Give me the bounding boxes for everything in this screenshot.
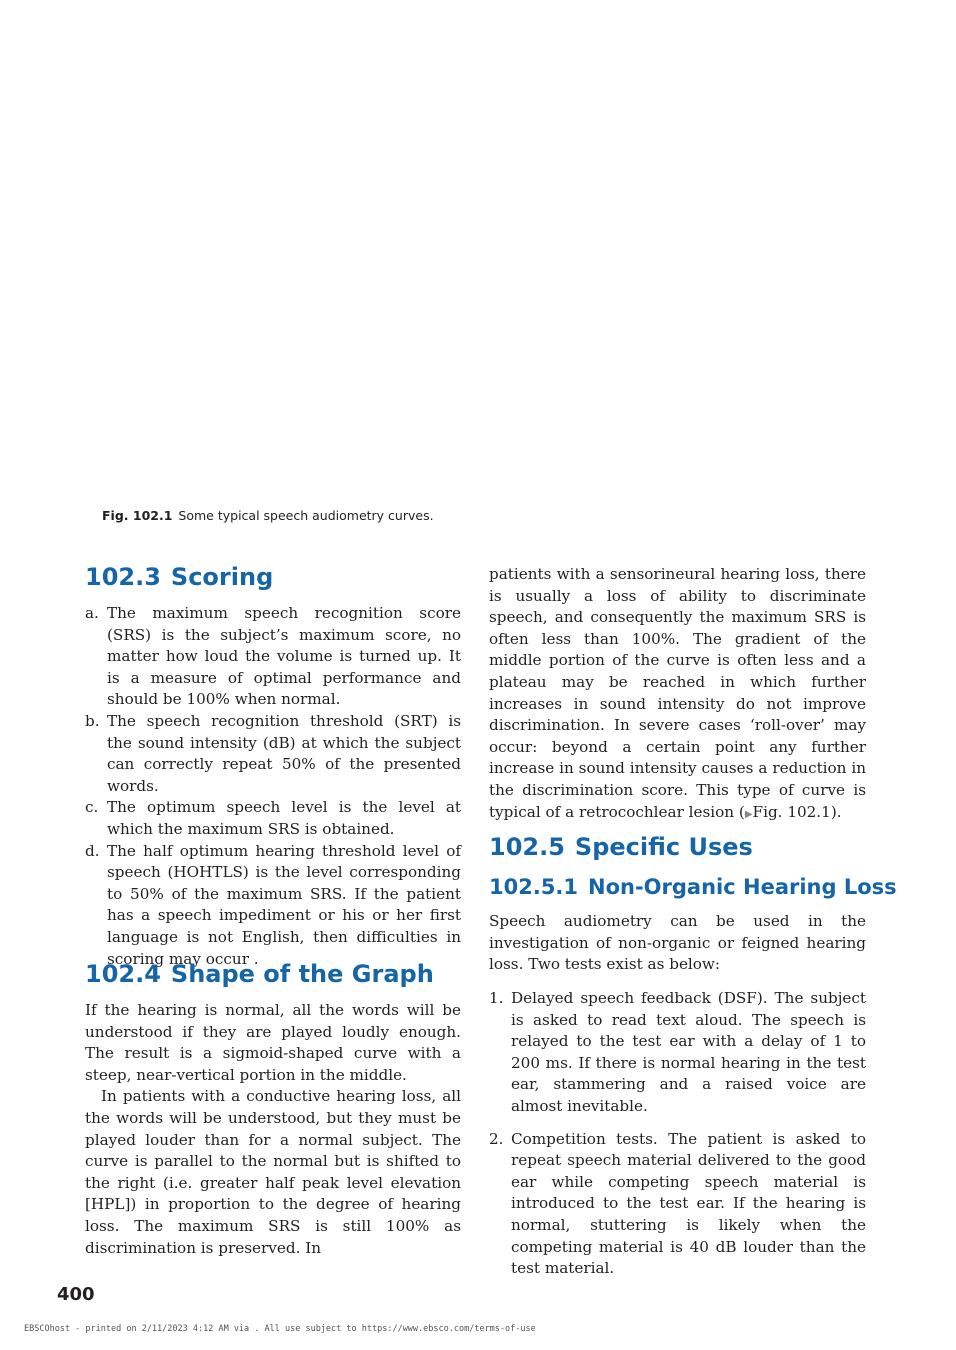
figure-caption	[102, 507, 862, 525]
footer-note: EBSCOhost - printed on 2/11/2023 4:12 AM via . All use subject to https://www.ebsco.com/terms-of-use	[24, 1324, 536, 1334]
section-title: Shape of the Graph	[170, 960, 434, 988]
paragraph: patients with a sensorineural hearing loss, there is usually a loss of ability to discriminate speech, and consequently the maximum SRS is often less than 100%. The gradient of the middle portion of the curve is often less and a plateau may be reached in which further increases in sound intensity do not improve discrimination. In severe cases ‘roll-over’ may occur: beyond a certain point any further increase in sound intensity causes a reduction in the discrimination score. This type of curve is typical of a retrocochlear lesion (▶Fig. 102.1).	[489, 565, 866, 821]
list-item: b. The speech recognition threshold (SRT) is the sound intensity (dB) at which the subject can correctly repeat 50% of the presented words.	[85, 711, 461, 795]
shape-body	[85, 1000, 461, 1259]
section-number: 102.3	[85, 563, 161, 591]
list-item: 1. Delayed speech feedback (DSF). The subject is asked to read text aloud. The speech is relayed to the test ear with a delay of 1 to 200 ms. If there is normal hearing in the test ear, stammering and a raised voice are almost inevitable.	[489, 989, 866, 1115]
section-shape-heading	[85, 959, 434, 989]
figure-caption-text: Some typical speech audiometry curves.	[178, 508, 434, 523]
figure-label: Fig. 102.1	[102, 508, 173, 523]
paragraph: In patients with a conductive hearing loss, all the words will be understood, but they must be played louder than for a normal subject. The curve is parallel to the normal but is shifted to the right (i.e. greater half peak level elevation [HPL]) in proportion to the degree of hearing loss. The maximum SRS is still 100% as discrimination is preserved. In	[85, 1087, 461, 1257]
list-item: a. The maximum speech recognition score (SRS) is the subject’s maximum score, no matter how loud the volume is turned up. It is a measure of optimal performance and should be 100% when normal.	[85, 604, 461, 709]
section-number: 102.4	[85, 960, 161, 988]
section-title: Scoring	[170, 563, 274, 591]
shape-continuation	[489, 564, 866, 825]
section-scoring-heading	[85, 562, 273, 592]
uses-intro: Speech audiometry can be used in the investigation of non-organic or feigned hearing loss. Two tests exist as below:	[489, 912, 866, 974]
page-number: 400	[57, 1284, 95, 1305]
subsection-heading	[489, 873, 897, 901]
uses-list	[489, 988, 866, 1280]
section-number: 102.5	[489, 833, 565, 861]
subsection-number: 102.5.1	[489, 875, 579, 899]
section-title: Specific Uses	[574, 833, 753, 861]
triangle-ref-icon: ▶	[744, 808, 753, 820]
figure-reference-link[interactable]: Fig. 102.1	[752, 802, 831, 821]
list-item: d. The half optimum hearing threshold level of speech (HOHTLS) is the level corresponding to 50% of the maximum SRS. If the patient has a speech impediment or his or her first language is not English, then difficulties in scoring may occur .	[85, 841, 461, 968]
list-item: 2. Competition tests. The patient is asked to repeat speech material delivered to the good ear while competing speech material is introduced to the test ear. If the hearing is normal, stuttering is likely when the competing material is 40 dB louder than the test material.	[489, 1129, 866, 1278]
scoring-list	[85, 603, 461, 970]
paragraph: If the hearing is normal, all the words will be understood if they are played loudly enough. The result is a sigmoid-shaped curve with a steep, near-vertical portion in the middle.	[85, 1001, 461, 1084]
list-item: c. The optimum speech level is the level at which the maximum SRS is obtained.	[85, 798, 461, 838]
section-uses-heading	[489, 832, 753, 862]
subsection-title: Non-Organic Hearing Loss	[588, 875, 897, 899]
